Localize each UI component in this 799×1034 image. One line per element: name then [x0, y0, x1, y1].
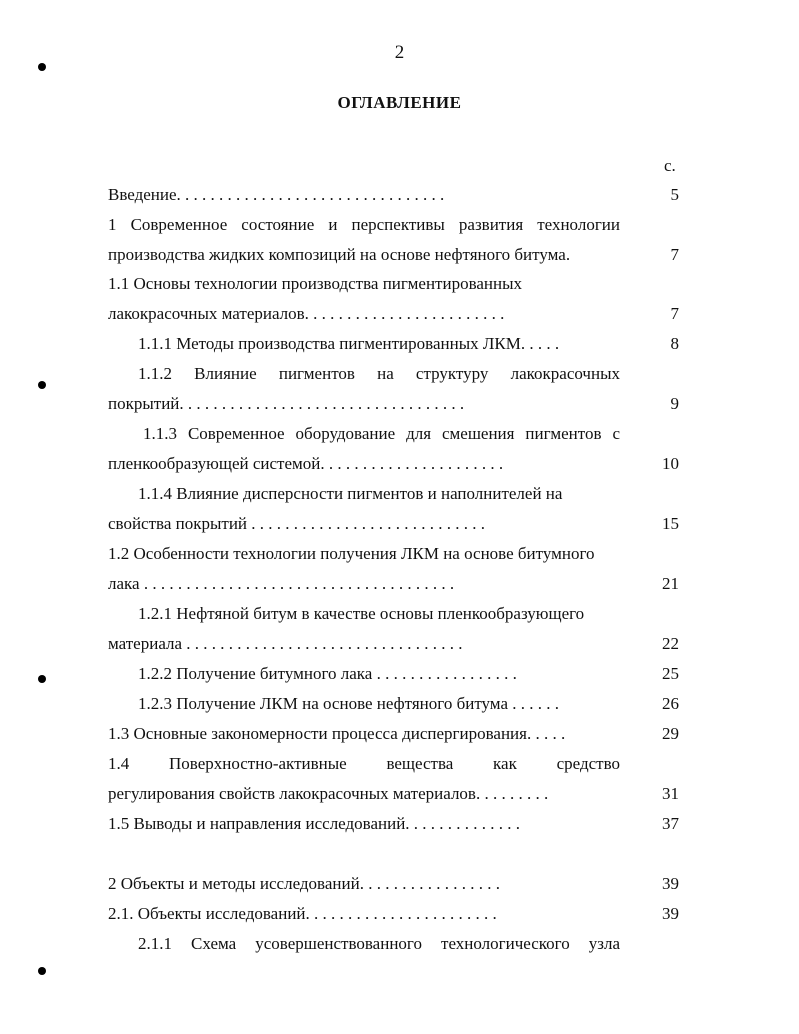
toc-entry-1: 1 Современное состояние и перспективы развития технологии — [108, 215, 620, 234]
page-number: 2 — [394, 42, 405, 63]
toc-entry-1-4: 1.4 Поверхностно-активные вещества как средство — [108, 754, 620, 773]
toc-page: 9 — [670, 394, 679, 413]
toc-page: 29 — [662, 724, 679, 743]
toc-page: 25 — [662, 664, 679, 683]
toc-entry-1-3: 1.3 Основные закономерности процесса диспергирования. . . . . — [108, 724, 566, 743]
toc-entry-1-5: 1.5 Выводы и направления исследований. . . . . . . . . . . . . . — [108, 814, 521, 833]
toc-page: 26 — [662, 694, 679, 713]
toc-page: 39 — [662, 904, 679, 923]
toc-entry-1-cont: производства жидких композиций на основе нефтяного битума. — [108, 245, 571, 264]
toc-entry-1-4-cont: регулирования свойств лакокрасочных материалов. . . . . . . . . — [108, 784, 549, 803]
toc-entry-1-1-1: 1.1.1 Методы производства пигментированных ЛКМ. . . . . — [138, 334, 560, 353]
margin-mark — [38, 967, 46, 975]
toc-entry-1-2: 1.2 Особенности технологии получения ЛКМ на основе битумного — [108, 544, 595, 563]
toc-page: 7 — [670, 245, 679, 264]
toc-page: 22 — [662, 634, 679, 653]
toc-entry-1-1-2-cont: покрытий. . . . . . . . . . . . . . . . . . . . . . . . . . . . . . . . . . — [108, 394, 465, 413]
toc-page: 21 — [662, 574, 679, 593]
toc-page: 37 — [662, 814, 679, 833]
margin-mark — [38, 381, 46, 389]
toc-entry-2-1-1: 2.1.1 Схема усовершенствованного технологического узла — [138, 934, 620, 953]
toc-entry-1-2-1-cont: материала . . . . . . . . . . . . . . . . . . . . . . . . . . . . . . . . . — [108, 634, 463, 653]
toc-entry-2-1: 2.1. Объекты исследований. . . . . . . . . . . . . . . . . . . . . . . — [108, 904, 497, 923]
toc-entry-1-2-cont: лака . . . . . . . . . . . . . . . . . . . . . . . . . . . . . . . . . . . . . — [108, 574, 455, 593]
toc-entry-1-1-4-cont: свойства покрытий . . . . . . . . . . . . . . . . . . . . . . . . . . . . — [108, 514, 486, 533]
toc-page: 10 — [662, 454, 679, 473]
toc-entry-intro: Введение. . . . . . . . . . . . . . . . . . . . . . . . . . . . . . . . — [108, 185, 445, 204]
toc-entry-1-2-1: 1.2.1 Нефтяной битум в качестве основы пленкообразующего — [138, 604, 585, 623]
toc-page: 31 — [662, 784, 679, 803]
toc-title: ОГЛАВЛЕНИЕ — [337, 93, 462, 112]
toc-page: 7 — [670, 304, 679, 323]
toc-page: 5 — [670, 185, 679, 204]
page-column-label: с. — [664, 156, 676, 175]
toc-entry-1-1-4: 1.1.4 Влияние дисперсности пигментов и наполнителей на — [138, 484, 563, 503]
toc-entry-2: 2 Объекты и методы исследований. . . . . . . . . . . . . . . . . — [108, 874, 500, 893]
toc-entry-1-1-2: 1.1.2 Влияние пигментов на структуру лакокрасочных — [138, 364, 620, 383]
toc-page: 8 — [670, 334, 679, 353]
toc-entry-1-1-3-cont: пленкообразующей системой. . . . . . . . . . . . . . . . . . . . . . — [108, 454, 504, 473]
toc-entry-1-1: 1.1 Основы технологии производства пигментированных — [108, 274, 523, 293]
toc-page: 39 — [662, 874, 679, 893]
toc-page: 15 — [662, 514, 679, 533]
margin-mark — [38, 63, 46, 71]
toc-entry-1-2-2: 1.2.2 Получение битумного лака . . . . . . . . . . . . . . . . . — [138, 664, 517, 683]
toc-entry-1-1-cont: лакокрасочных материалов. . . . . . . . . . . . . . . . . . . . . . . . — [108, 304, 505, 323]
margin-mark — [38, 675, 46, 683]
toc-entry-1-1-3: 1.1.3 Современное оборудование для смешения пигментов с — [143, 424, 620, 443]
toc-entry-1-2-3: 1.2.3 Получение ЛКМ на основе нефтяного битума . . . . . . — [138, 694, 559, 713]
